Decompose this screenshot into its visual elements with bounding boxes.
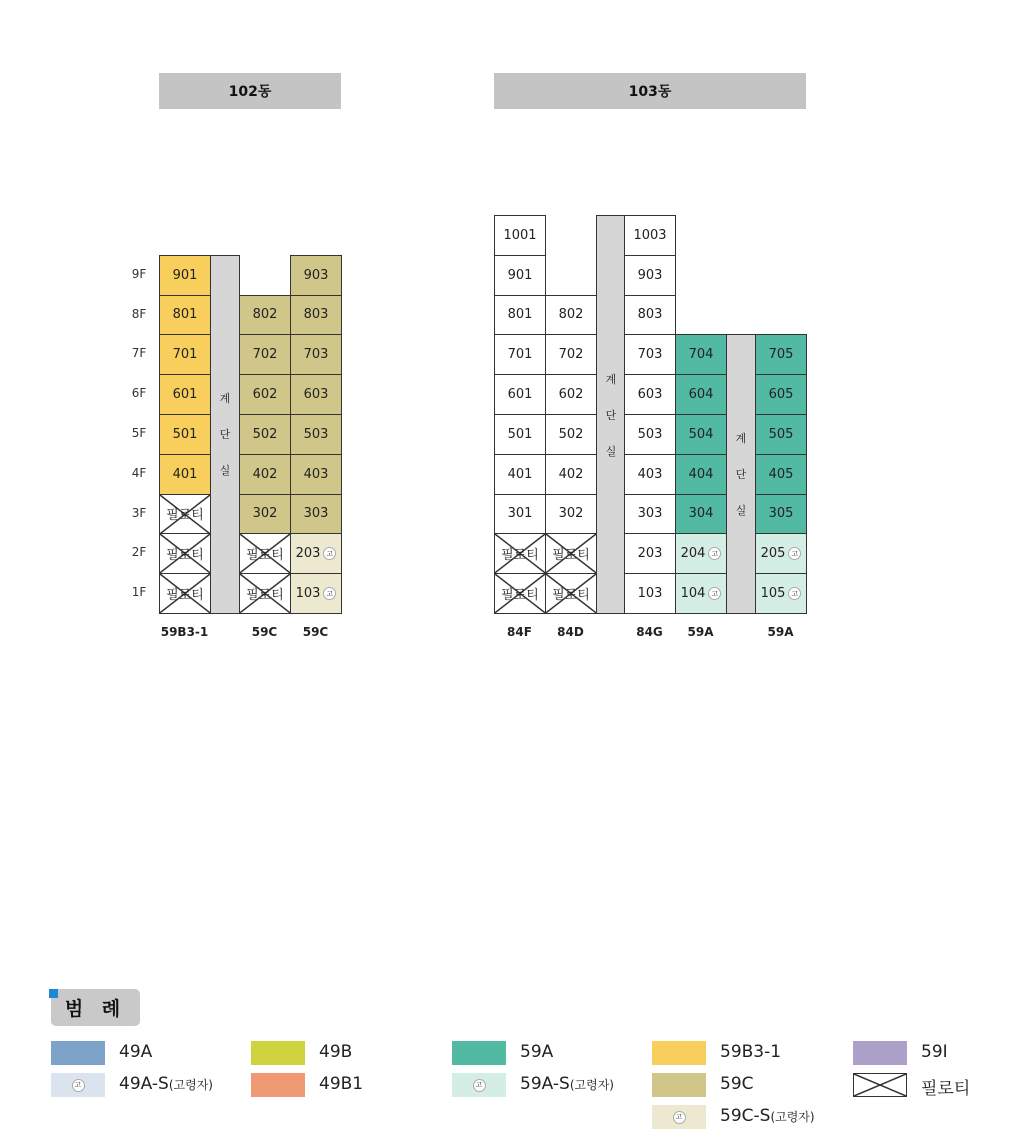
piloti-cell — [239, 573, 291, 614]
unit-number: 203 — [637, 546, 663, 562]
legend-label-suffix: (고령자) — [770, 1110, 815, 1124]
senior-badge-icon: 고 — [708, 587, 721, 600]
unit-number: 305 — [768, 506, 794, 522]
piloti-cell — [494, 573, 546, 614]
unit-cell — [290, 494, 342, 535]
unit-number: 103 고 — [296, 586, 337, 601]
unit-cell-senior — [675, 533, 727, 574]
piloti-label: 필로티 — [166, 588, 204, 604]
unit-number: 303 — [637, 506, 663, 522]
unit-cell — [545, 454, 597, 495]
piloti-label: 필로티 — [552, 548, 590, 564]
legend-label: 59I — [921, 1042, 948, 1062]
legend-swatch — [452, 1073, 506, 1097]
unit-cell — [624, 295, 676, 336]
unit-number: 602 — [558, 387, 584, 403]
senior-badge-icon: 고 — [323, 587, 336, 600]
unit-cell — [675, 334, 727, 375]
unit-number: 601 — [172, 387, 198, 403]
unit-cell — [755, 374, 807, 415]
legend-swatch — [652, 1041, 706, 1065]
unit-number: 803 — [637, 307, 663, 323]
stairwell-103-right — [726, 334, 756, 614]
unit-cell — [675, 374, 727, 415]
unit-cell — [494, 255, 546, 296]
unit-cell — [494, 215, 546, 256]
unit-cell — [545, 295, 597, 336]
unit-number: 104 고 — [681, 586, 722, 601]
unit-type-label: 59A — [687, 625, 714, 639]
unit-number: 302 — [558, 506, 584, 522]
unit-cell — [494, 494, 546, 535]
unit-number: 903 — [303, 267, 329, 283]
unit-type-label: 59B3-1 — [160, 625, 209, 639]
building-103-header: 103동 — [494, 73, 806, 109]
piloti-label: 필로티 — [552, 588, 590, 604]
piloti-cell — [545, 533, 597, 574]
legend-swatch — [251, 1041, 305, 1065]
unit-number: 605 — [768, 387, 794, 403]
unit-number: 404 — [688, 466, 714, 482]
unit-number: 601 — [507, 387, 533, 403]
unit-cell — [624, 533, 676, 574]
legend-label: 59A-S(고령자) — [520, 1074, 614, 1094]
legend-label-suffix: (고령자) — [569, 1078, 614, 1092]
unit-number: 403 — [637, 466, 663, 482]
senior-badge-icon: 고 — [673, 1111, 686, 1124]
unit-cell — [239, 295, 291, 336]
unit-number: 401 — [172, 466, 198, 482]
unit-cell — [239, 454, 291, 495]
piloti-label: 필로티 — [246, 548, 284, 564]
unit-number: 702 — [252, 347, 278, 363]
unit-cell-senior — [755, 573, 807, 614]
floor-label: 6F — [131, 386, 147, 401]
unit-cell — [159, 295, 211, 336]
stair-char: 계 — [219, 392, 231, 406]
piloti-cell — [494, 533, 546, 574]
unit-number: 402 — [252, 466, 278, 482]
legend-label-suffix: (고령자) — [168, 1078, 213, 1092]
legend-label: 49B — [319, 1042, 353, 1062]
unit-number: 901 — [507, 267, 533, 283]
unit-number: 303 — [303, 506, 329, 522]
unit-cell — [239, 494, 291, 535]
unit-cell-senior — [755, 533, 807, 574]
senior-badge-icon: 고 — [788, 547, 801, 560]
senior-badge-icon: 고 — [708, 547, 721, 560]
stairwell-103-left — [596, 215, 626, 614]
legend-label: 59C — [720, 1074, 754, 1094]
unit-number: 403 — [303, 466, 329, 482]
stair-char: 단 — [735, 468, 747, 482]
unit-cell — [494, 295, 546, 336]
unit-type-label: 59C — [251, 625, 278, 639]
stair-char: 실 — [605, 444, 617, 458]
unit-cell — [624, 454, 676, 495]
unit-cell — [159, 255, 211, 296]
stair-char: 실 — [735, 504, 747, 518]
unit-cell — [494, 414, 546, 455]
unit-cell — [159, 454, 211, 495]
legend-title: 범 례 — [51, 989, 140, 1026]
unit-number: 704 — [688, 347, 714, 363]
legend-marker-icon — [49, 989, 58, 998]
piloti-label: 필로티 — [501, 548, 539, 564]
unit-cell — [545, 374, 597, 415]
unit-number: 503 — [637, 426, 663, 442]
floor-label: 4F — [131, 465, 147, 480]
unit-cell — [545, 334, 597, 375]
piloti-label: 필로티 — [246, 588, 284, 604]
unit-number: 504 — [688, 426, 714, 442]
unit-cell-senior — [290, 573, 342, 614]
unit-number: 603 — [303, 387, 329, 403]
unit-cell — [159, 374, 211, 415]
unit-number: 501 — [507, 426, 533, 442]
unit-cell — [675, 494, 727, 535]
legend-swatch — [51, 1073, 105, 1097]
senior-badge-icon: 고 — [788, 587, 801, 600]
legend-label: 59A — [520, 1042, 554, 1062]
unit-cell — [624, 374, 676, 415]
piloti-swatch-icon — [853, 1073, 907, 1097]
unit-number: 405 — [768, 466, 794, 482]
floor-label: 5F — [131, 426, 147, 440]
unit-cell — [755, 414, 807, 455]
legend-swatch — [51, 1041, 105, 1065]
legend-label: 59C-S(고령자) — [720, 1106, 815, 1126]
legend-swatch — [652, 1073, 706, 1097]
unit-cell — [494, 454, 546, 495]
floor-label: 3F — [131, 505, 147, 520]
unit-number: 801 — [172, 307, 198, 323]
unit-cell — [159, 414, 211, 455]
floor-label: 7F — [131, 346, 147, 361]
unit-cell — [159, 334, 211, 375]
unit-cell — [290, 374, 342, 415]
unit-cell — [624, 494, 676, 535]
unit-cell — [239, 414, 291, 455]
unit-number: 801 — [507, 307, 533, 323]
unit-cell — [675, 414, 727, 455]
unit-cell — [624, 215, 676, 256]
senior-badge-icon: 고 — [323, 547, 336, 560]
unit-cell — [545, 414, 597, 455]
unit-cell — [239, 334, 291, 375]
unit-number: 702 — [558, 347, 584, 363]
floor-label: 1F — [131, 585, 147, 600]
unit-number: 705 — [768, 347, 794, 363]
unit-number: 1001 — [503, 227, 537, 243]
unit-type-label: 59A — [767, 625, 794, 639]
piloti-label: 필로티 — [166, 548, 204, 564]
unit-cell — [624, 255, 676, 296]
unit-cell — [290, 454, 342, 495]
unit-type-label: 59C — [302, 625, 329, 639]
unit-number: 802 — [252, 307, 278, 323]
stairwell-102 — [210, 255, 240, 614]
unit-number: 505 — [768, 426, 794, 442]
legend-swatch — [452, 1041, 506, 1065]
senior-badge-icon: 고 — [72, 1079, 85, 1092]
floor-label: 8F — [131, 306, 147, 321]
unit-cell-senior — [290, 533, 342, 574]
unit-number: 502 — [558, 426, 584, 442]
unit-cell — [545, 494, 597, 535]
legend-label: 59B3-1 — [720, 1042, 782, 1062]
unit-number: 703 — [303, 347, 329, 363]
unit-number: 901 — [172, 267, 198, 283]
legend-label: 49A — [119, 1042, 153, 1062]
unit-number: 1003 — [633, 227, 667, 243]
legend-label: 49B1 — [319, 1074, 364, 1094]
unit-number: 802 — [558, 307, 584, 323]
unit-number: 401 — [507, 466, 533, 482]
unit-number: 203 고 — [296, 546, 337, 561]
unit-cell — [755, 454, 807, 495]
stair-char: 계 — [605, 372, 617, 386]
unit-type-label: 84F — [507, 625, 532, 639]
unit-number: 703 — [637, 347, 663, 363]
legend-label: 필로티 — [921, 1079, 971, 1099]
unit-cell — [624, 334, 676, 375]
piloti-label: 필로티 — [166, 508, 204, 524]
legend-swatch — [251, 1073, 305, 1097]
stair-char: 단 — [605, 408, 617, 422]
unit-number: 204 고 — [681, 546, 722, 561]
unit-type-label: 84D — [557, 625, 584, 639]
unit-number: 402 — [558, 466, 584, 482]
unit-cell — [290, 295, 342, 336]
piloti-label: 필로티 — [501, 588, 539, 604]
unit-cell — [624, 573, 676, 614]
floor-label: 2F — [131, 545, 147, 560]
legend-swatch — [853, 1041, 907, 1065]
unit-number: 803 — [303, 307, 329, 323]
legend-label: 49A-S(고령자) — [119, 1074, 213, 1094]
unit-number: 602 — [252, 387, 278, 403]
stair-char: 단 — [219, 428, 231, 442]
piloti-cell — [159, 573, 211, 614]
unit-number: 205 고 — [761, 546, 802, 561]
unit-number: 301 — [507, 506, 533, 522]
unit-number: 501 — [172, 426, 198, 442]
unit-number: 502 — [252, 426, 278, 442]
legend-swatch — [652, 1105, 706, 1129]
stair-char: 실 — [219, 464, 231, 478]
unit-cell — [290, 255, 342, 296]
unit-number: 701 — [172, 347, 198, 363]
floor-label: 9F — [131, 266, 147, 281]
piloti-cell — [545, 573, 597, 614]
unit-number: 903 — [637, 267, 663, 283]
stair-char: 계 — [735, 432, 747, 446]
unit-number: 304 — [688, 506, 714, 522]
senior-badge-icon: 고 — [473, 1079, 486, 1092]
piloti-cell — [159, 494, 211, 535]
unit-number: 603 — [637, 387, 663, 403]
building-102-header: 102동 — [159, 73, 341, 109]
unit-type-label: 84G — [636, 625, 663, 639]
unit-cell — [755, 334, 807, 375]
unit-number: 103 — [637, 586, 663, 602]
unit-cell — [675, 454, 727, 495]
unit-number: 701 — [507, 347, 533, 363]
unit-cell — [755, 494, 807, 535]
unit-number: 604 — [688, 387, 714, 403]
unit-cell — [494, 334, 546, 375]
unit-number: 302 — [252, 506, 278, 522]
piloti-cell — [239, 533, 291, 574]
unit-cell — [290, 414, 342, 455]
unit-cell — [290, 334, 342, 375]
unit-cell — [494, 374, 546, 415]
unit-cell — [624, 414, 676, 455]
piloti-cell — [159, 533, 211, 574]
unit-number: 105 고 — [761, 586, 802, 601]
unit-number: 503 — [303, 426, 329, 442]
unit-cell-senior — [675, 573, 727, 614]
unit-cell — [239, 374, 291, 415]
